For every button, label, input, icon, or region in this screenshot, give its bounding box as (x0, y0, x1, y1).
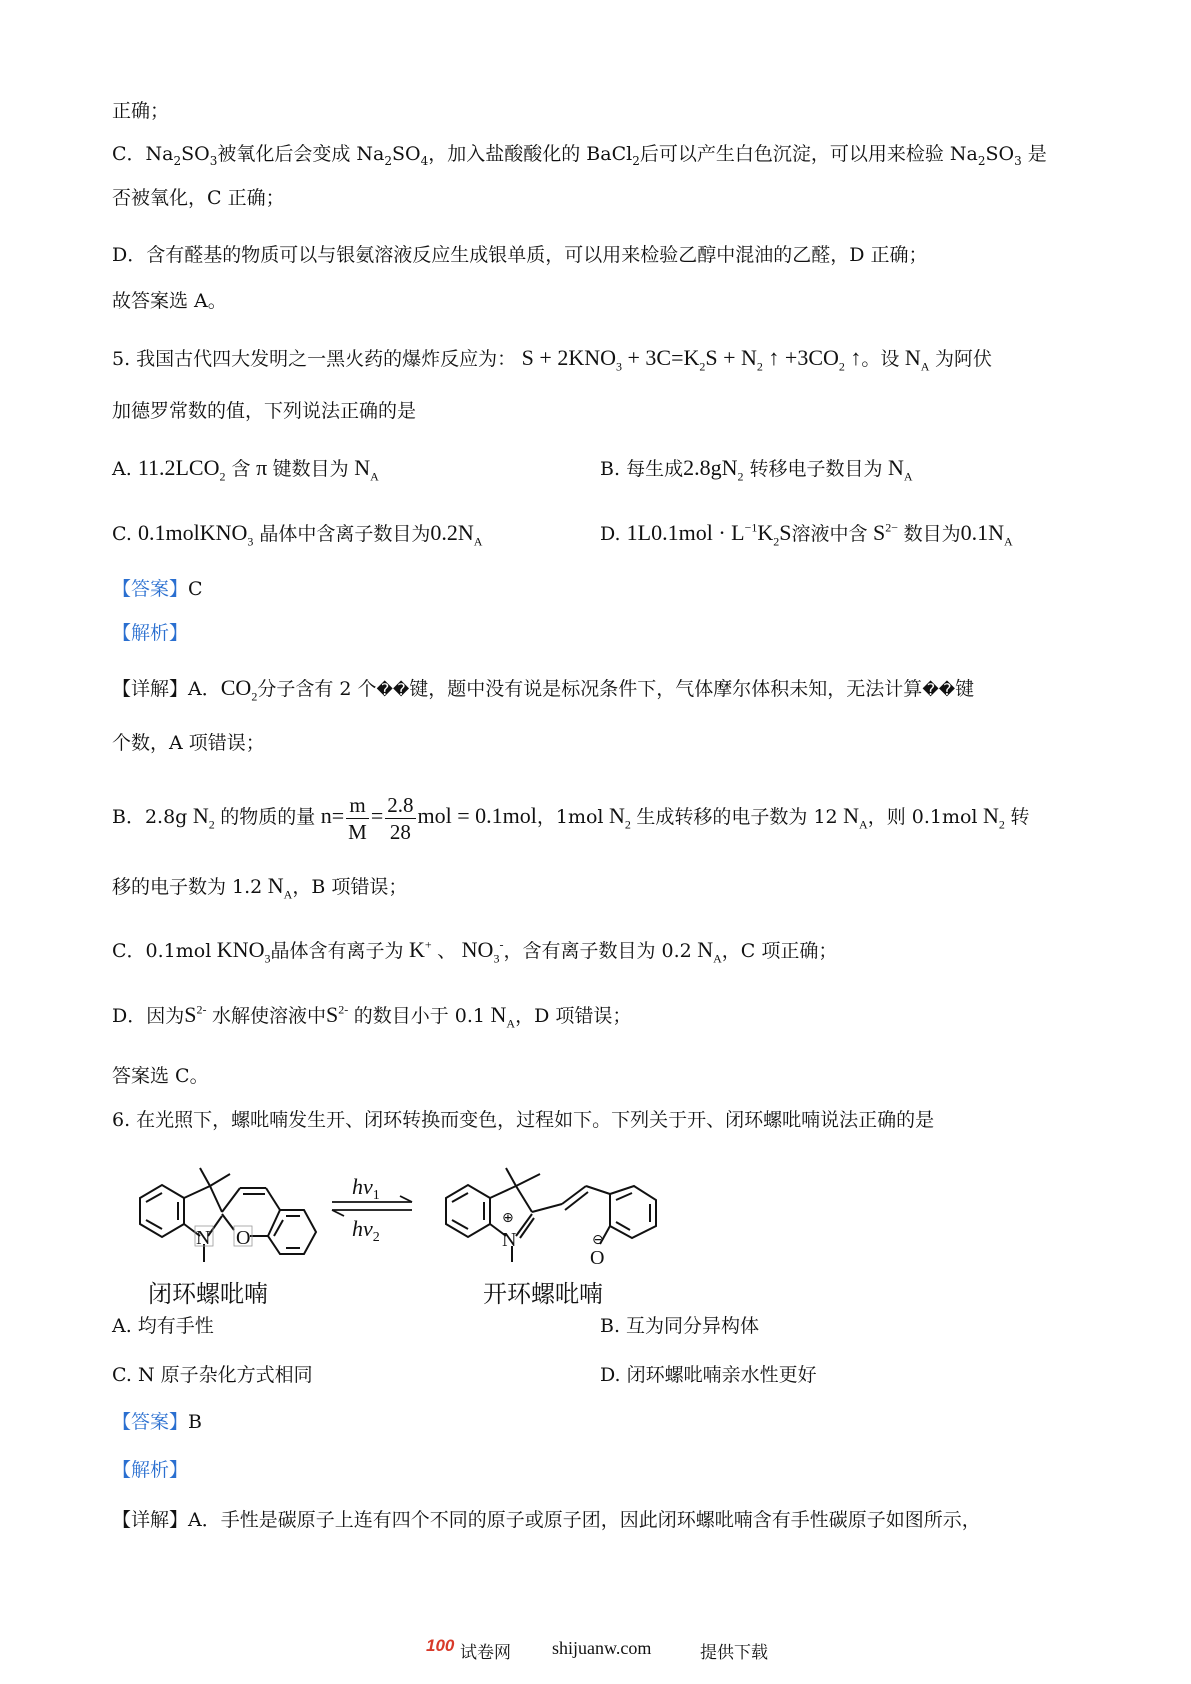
analysis-label: 【解析】 (112, 622, 189, 644)
analysis-label: 【解析】 (112, 1459, 189, 1481)
positive-charge-icon: ⊕ (502, 1210, 514, 1226)
answer-5: 【答案】C (112, 578, 203, 600)
text-line: 否被氧化，C 正确； (112, 187, 285, 209)
text-line: 个数，A 项错误； (112, 732, 265, 754)
text-line: 故答案选 A。 (112, 290, 227, 312)
option-d: D. $1L0.1mol \cdot L^{-1}K_2S$溶液中含 $S^{2-}$ 数目为$0.1N_A$ (600, 520, 1013, 549)
download-text: 提供下载 (700, 1643, 768, 1663)
question-6: 6. 在光照下，螺吡喃发生开、闭环转换而变色，过程如下。下列关于开、闭环螺吡喃说法正确的是 (112, 1109, 935, 1131)
text-line: C．$Na_2SO_3$被氧化后会变成 $Na_2SO_4$，加入盐酸酸化的 BaCl$_2$后可以产生白色沉淀，可以用来检验 $Na_2SO_3$ 是 (112, 143, 1047, 168)
option-6c: C. N 原子杂化方式相同 (112, 1364, 313, 1386)
site-url[interactable]: shijuanw.com (552, 1638, 652, 1658)
option-6d: D. 闭环螺吡喃亲水性更好 (600, 1364, 817, 1386)
question-5: 5. 我国古代四大发明之一黑火药的爆炸反应为： $S + 2KNO_3 + 3C=K_2S + N_2$ ↑ $+3CO_2$ ↑。设 $N_A$ 为阿伏 (112, 345, 992, 374)
text-line: 加德罗常数的值，下列说法正确的是 (112, 400, 417, 422)
hv1-label: $hv_1$ (352, 1174, 380, 1203)
closed-form-label: 闭环螺吡喃 (148, 1280, 268, 1308)
svg-text:N: N (502, 1229, 517, 1251)
text-line: D．含有醛基的物质可以与银氨溶液反应生成银单质，可以用来检验乙醇中混油的乙醛，D 正确； (112, 244, 928, 266)
detail-b: B．2.8g $N_2$ 的物质的量 n= $\frac{m}{M}$ = $\frac{2.8}{28}$ mol = 0.1mol，1mol $N_2$ 生成转移的电子数为 12 $N_A$，则 0.1mol $N_2$ 转 (112, 792, 1030, 844)
option-b: B. 每生成$2.8gN_2$ 转移电子数目为 $N_A$ (600, 455, 913, 484)
negative-charge-icon: ⊖ (592, 1232, 604, 1248)
detail-6a: 【详解】A．手性是碳原子上连有四个不同的原子或原子团，因此闭环螺吡喃含有手性碳原子如图所示， (112, 1509, 981, 1531)
detail-c: C．0.1mol $KNO_3$晶体含有离子为 K+ 、 $NO_3^-$，含有离子数目为 0.2 $N_A$，C 项正确； (112, 937, 838, 966)
option-6b: B. 互为同分异构体 (600, 1315, 760, 1337)
nitrogen-atom: N (196, 1227, 211, 1249)
open-form-label: 开环螺吡喃 (483, 1280, 603, 1308)
detail-a: 【详解】A．$CO_2$分子含有 2 个��键，题中没有说是标况条件下，气体摩尔体积未知，无法计算��键 (112, 675, 975, 704)
text-line: 移的电子数为 1.2 $N_A$，B 项错误； (112, 873, 408, 902)
detail-d: D．因为$S^{2-}$ 水解使溶液中$S^{2-}$ 的数目小于 0.1 $N_A$，D 项错误； (112, 1002, 632, 1031)
hv2-label: $hv_2$ (352, 1216, 380, 1245)
text-line: 正确； (112, 100, 170, 122)
option-6a: A. 均有手性 (112, 1315, 214, 1337)
option-c: C. 0.1molKNO$_3$ 晶体中含离子数目为$0.2N_A$ (112, 520, 483, 549)
text-line: 答案选 C。 (112, 1065, 209, 1087)
oxygen-atom: O (236, 1227, 251, 1249)
option-a: A. $11.2LCO_2$ 含 π 键数目为 $N_A$ (112, 455, 379, 484)
brand-name: 试卷网 (460, 1643, 511, 1663)
answer-6: 【答案】B (112, 1411, 202, 1433)
svg-text:O: O (590, 1247, 605, 1269)
spiropyran-reaction-diagram (100, 1152, 740, 1312)
logo: 100 (426, 1636, 455, 1655)
